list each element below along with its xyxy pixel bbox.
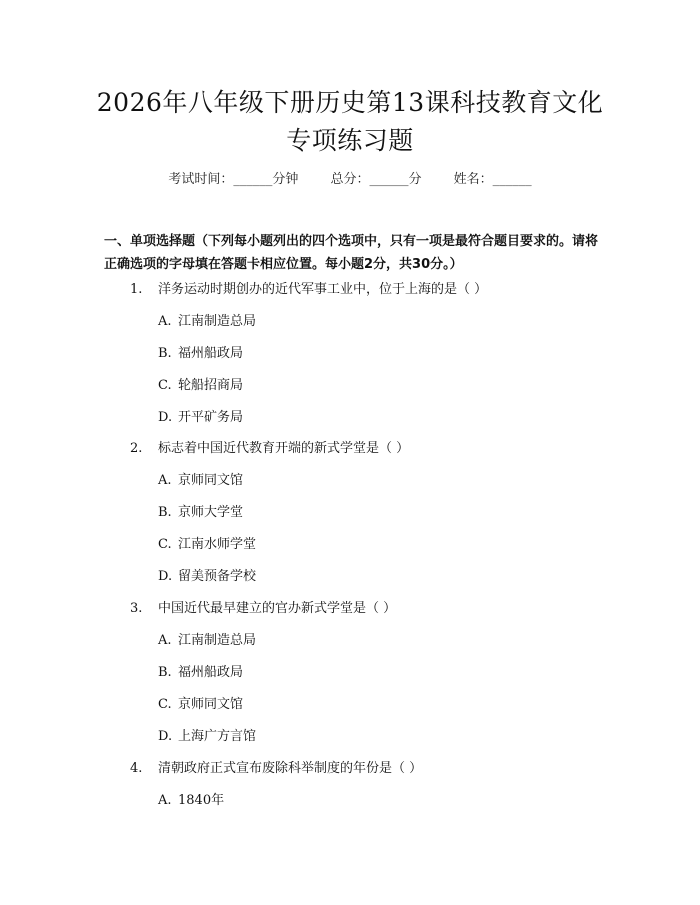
option-letter: B.	[158, 505, 172, 520]
option-letter: C.	[158, 378, 172, 393]
option-2c	[158, 536, 256, 554]
option-text: 留美预备学校	[178, 569, 257, 584]
question-text: 清朝政府正式宣布废除科举制度的年份是（ ）	[158, 761, 423, 776]
question-number: 2.	[130, 441, 143, 456]
exam-time-field: 考试时间：______分钟	[168, 172, 299, 187]
option-3d	[158, 728, 256, 746]
question-text: 中国近代最早建立的官办新式学堂是（ ）	[158, 601, 397, 616]
option-letter: D.	[158, 410, 173, 425]
option-letter: C.	[158, 697, 172, 712]
option-3c	[158, 696, 243, 714]
option-1c	[158, 377, 243, 395]
option-text: 江南制造总局	[178, 314, 257, 329]
option-4a	[158, 792, 224, 810]
question-text: 洋务运动时期创办的近代军事工业中，位于上海的是（ ）	[158, 282, 488, 297]
option-letter: A.	[158, 314, 172, 329]
document-title: 2026年八年级下册历史第13课科技教育文化专项练习题	[96, 88, 604, 155]
option-1b	[158, 345, 243, 363]
option-2d	[158, 568, 256, 586]
option-letter: D.	[158, 569, 173, 584]
question-4	[130, 760, 422, 778]
option-text: 福州船政局	[178, 665, 244, 680]
question-1	[130, 281, 487, 299]
option-text: 江南水师学堂	[178, 537, 257, 552]
question-number: 4.	[130, 761, 143, 776]
exam-info	[0, 168, 700, 187]
option-2b	[158, 504, 243, 522]
total-score-field: 总分：______分	[330, 172, 422, 187]
option-text: 福州船政局	[178, 346, 244, 361]
option-1d	[158, 409, 243, 427]
option-letter: A.	[158, 473, 172, 488]
question-text: 标志着中国近代教育开端的新式学堂是（ ）	[158, 441, 410, 456]
option-3a	[158, 632, 256, 650]
option-text: 京师大学堂	[178, 505, 244, 520]
option-letter: B.	[158, 346, 172, 361]
student-name-field: 姓名：______	[453, 172, 532, 187]
option-text: 1840年	[178, 793, 225, 808]
option-text: 京师同文馆	[178, 473, 244, 488]
question-2	[130, 440, 409, 458]
option-text: 开平矿务局	[178, 410, 244, 425]
option-2a	[158, 472, 243, 490]
option-letter: D.	[158, 729, 173, 744]
option-3b	[158, 664, 243, 682]
option-text: 轮船招商局	[178, 378, 244, 393]
question-number: 3.	[130, 601, 143, 616]
option-letter: B.	[158, 665, 172, 680]
option-text: 江南制造总局	[178, 633, 257, 648]
option-letter: A.	[158, 793, 172, 808]
question-3	[130, 600, 396, 618]
question-number: 1.	[130, 282, 143, 297]
section-header: 一、单项选择题（下列每小题列出的四个选项中，只有一项是最符合题目要求的。请将正确选项的字母填在答题卡相应位置。每小题2分，共30分。）	[104, 234, 599, 272]
option-text: 京师同文馆	[178, 697, 244, 712]
option-letter: C.	[158, 537, 172, 552]
option-letter: A.	[158, 633, 172, 648]
option-1a	[158, 313, 256, 331]
option-text: 上海广方言馆	[178, 729, 257, 744]
